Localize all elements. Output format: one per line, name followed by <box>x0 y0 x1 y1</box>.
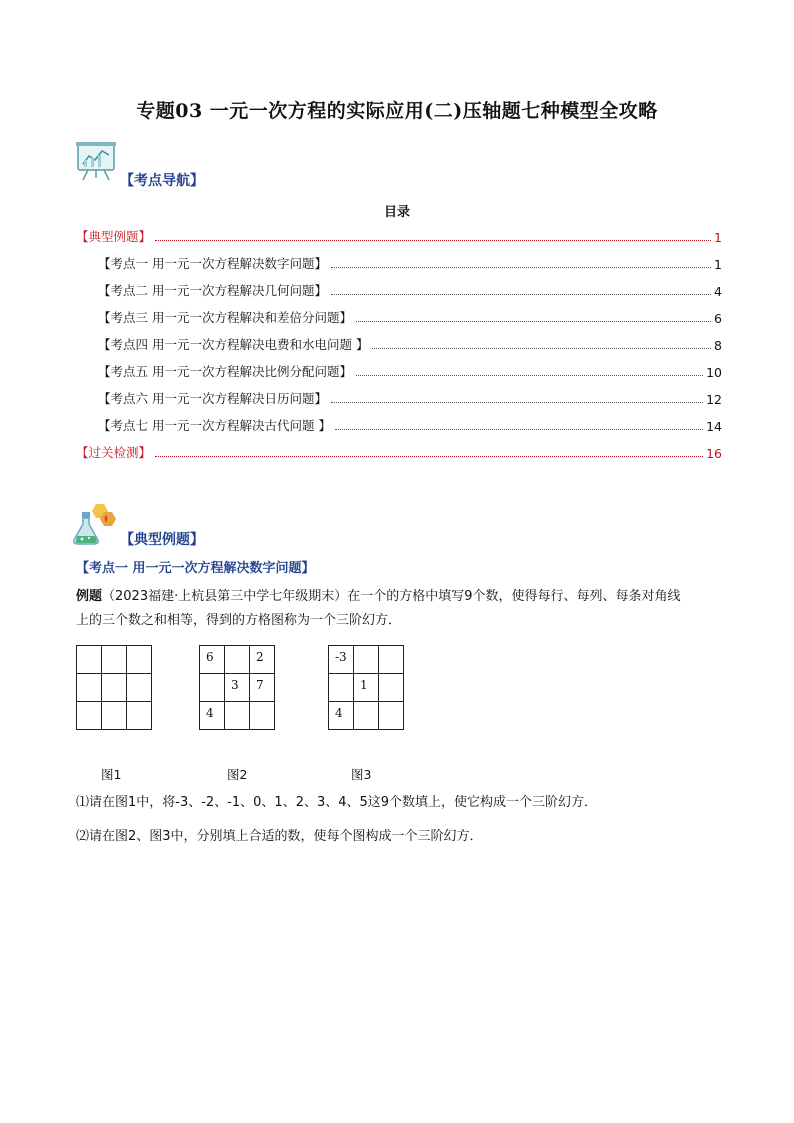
figure-2-label: 图2 <box>227 767 248 782</box>
example-source: （2023福建·上杭县第三中学七年级期末） <box>102 589 348 604</box>
grid-cell <box>354 646 379 674</box>
toc-item-label: 【考点二 用一元一次方程解决几何问题】 <box>98 283 327 298</box>
examples-heading: 【典型例题】 <box>120 532 204 548</box>
grid-cell <box>379 646 404 674</box>
toc-item-label: 【典型例题】 <box>76 229 152 244</box>
toc-item-label: 【考点四 用一元一次方程解决电费和水电问题 】 <box>98 337 369 352</box>
grid-cell <box>77 674 102 702</box>
grid-cell: 7 <box>250 674 275 702</box>
magic-square-figure-2 <box>199 645 275 730</box>
example-text-line2: 上的三个数之和相等，得到的方格图称为一个三阶幻方． <box>76 613 402 628</box>
toc-leader <box>331 294 711 295</box>
grid-cell <box>127 674 152 702</box>
grid-cell <box>127 702 152 730</box>
grid-cell: 4 <box>329 702 354 730</box>
toc-item-kp4[interactable] <box>98 335 722 353</box>
toc-leader <box>331 267 711 268</box>
toc-page-number: 1 <box>714 230 722 245</box>
question-1: ⑴请在图1中，将-3、-2、-1、0、1、2、3、4、5这9个数填上，使它构成一个三阶幻方． <box>76 795 598 810</box>
toc-item-kp1[interactable] <box>98 254 722 272</box>
grid-cell <box>250 702 275 730</box>
grid-cell <box>329 674 354 702</box>
example-text-line1: 在一个的方格中填写9个数，使得每行、每列、每条对角线 <box>347 589 681 604</box>
grid-cell: 1 <box>354 674 379 702</box>
toc-leader <box>155 240 711 241</box>
toc-page-number: 4 <box>714 284 722 299</box>
grid-cell: 6 <box>200 646 225 674</box>
example-problem <box>76 585 720 633</box>
chemistry-flask-icon <box>70 500 118 548</box>
grid-cell <box>200 674 225 702</box>
grid-cell <box>379 674 404 702</box>
toc-item-kp3[interactable] <box>98 308 722 326</box>
grid-cell <box>354 702 379 730</box>
toc-leader <box>356 375 703 376</box>
toc-page-number: 8 <box>714 338 722 353</box>
toc-page-number: 1 <box>714 257 722 272</box>
toc-page-number: 10 <box>706 365 722 380</box>
grid-cell: 3 <box>225 674 250 702</box>
grid-cell <box>225 646 250 674</box>
toc-leader <box>372 348 711 349</box>
grid-cell <box>102 702 127 730</box>
toc-item-label: 【过关检测】 <box>76 445 152 460</box>
magic-square-figure-1 <box>76 645 152 730</box>
toc-item-label: 【考点三 用一元一次方程解决和差倍分问题】 <box>98 310 352 325</box>
page-title: 专题03 一元一次方程的实际应用(二)压轴题七种模型全攻略 <box>136 100 658 122</box>
toc-item-checkpoint[interactable] <box>76 443 722 461</box>
toc-page-number: 12 <box>706 392 722 407</box>
grid-cell <box>102 646 127 674</box>
nav-heading: 【考点导航】 <box>120 173 204 189</box>
toc-item-label: 【考点六 用一元一次方程解决日历问题】 <box>98 391 327 406</box>
toc-page-number: 14 <box>706 419 722 434</box>
toc-item-label: 【考点五 用一元一次方程解决比例分配问题】 <box>98 364 352 379</box>
toc-title: 目录 <box>383 205 410 220</box>
toc-leader <box>356 321 711 322</box>
toc-leader <box>155 456 703 457</box>
grid-cell <box>102 674 127 702</box>
grid-cell <box>77 702 102 730</box>
grid-cell <box>127 646 152 674</box>
grid-cell <box>77 646 102 674</box>
toc-leader <box>331 402 703 403</box>
question-2: ⑵请在图2、图3中，分别填上合适的数，使每个图构成一个三阶幻方． <box>76 829 483 844</box>
toc-page-number: 6 <box>714 311 722 326</box>
grid-cell <box>379 702 404 730</box>
toc-item-examples[interactable] <box>76 227 722 245</box>
magic-square-figure-3 <box>328 645 404 730</box>
toc-item-kp7[interactable] <box>98 416 722 434</box>
figure-1-label: 图1 <box>101 767 122 782</box>
example-label: 例题 <box>76 589 103 604</box>
toc-page-number: 16 <box>706 446 722 461</box>
presentation-board-icon <box>74 140 118 182</box>
toc-item-label: 【考点一 用一元一次方程解决数字问题】 <box>98 256 327 271</box>
toc-item-kp6[interactable] <box>98 389 722 407</box>
grid-cell: 2 <box>250 646 275 674</box>
grid-cell <box>225 702 250 730</box>
toc-item-kp5[interactable] <box>98 362 722 380</box>
toc-item-kp2[interactable] <box>98 281 722 299</box>
toc-item-label: 【考点七 用一元一次方程解决古代问题 】 <box>98 418 331 433</box>
grid-cell: -3 <box>329 646 354 674</box>
grid-cell: 4 <box>200 702 225 730</box>
figure-3-label: 图3 <box>351 767 372 782</box>
toc-leader <box>335 429 703 430</box>
knowledge-point-heading: 【考点一 用一元一次方程解决数字问题】 <box>76 561 315 576</box>
